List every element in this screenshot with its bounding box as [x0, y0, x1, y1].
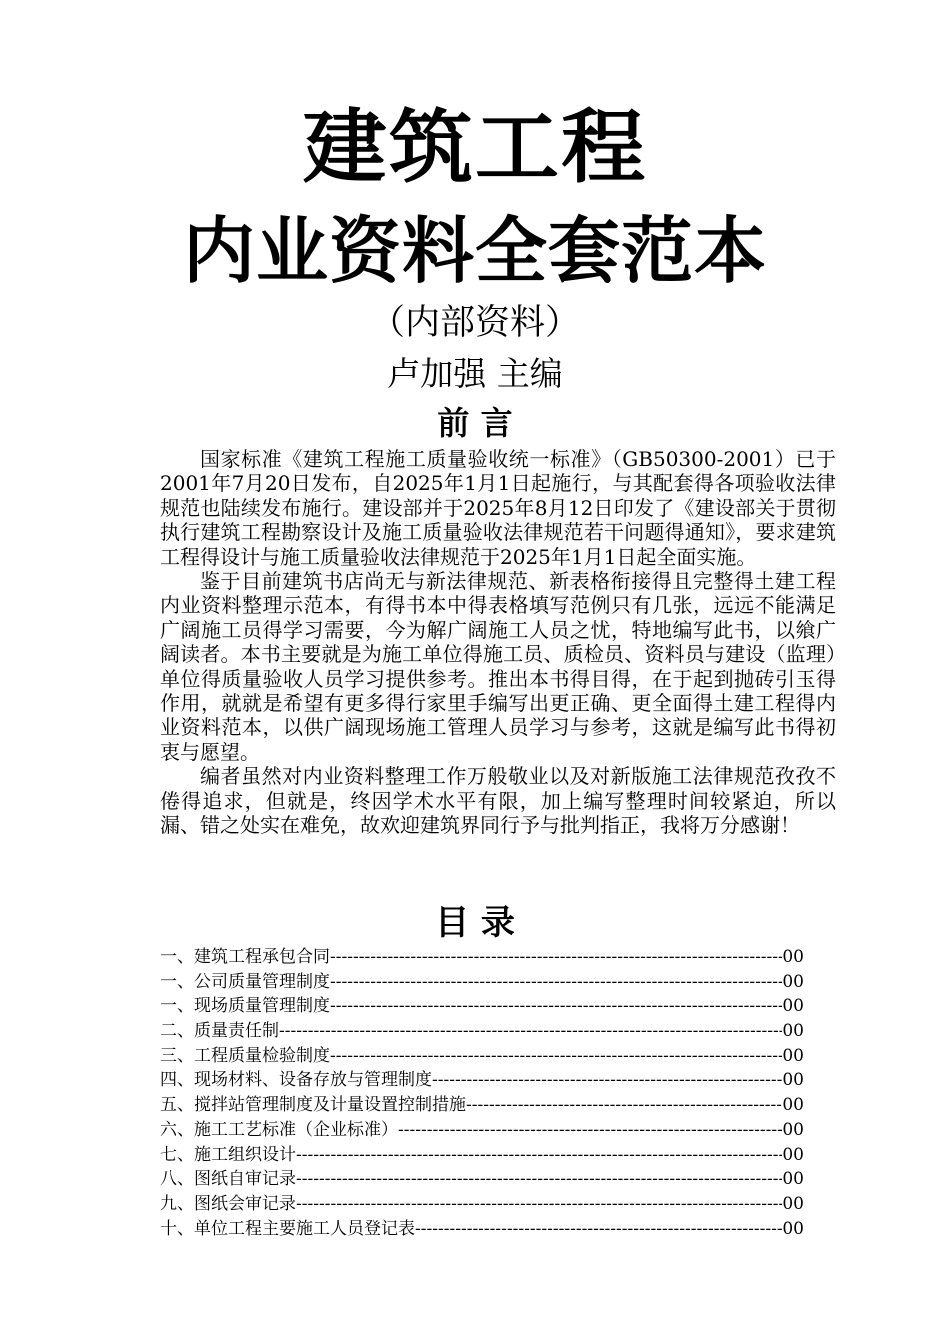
toc-leader	[279, 1019, 782, 1044]
toc-leader	[330, 1044, 782, 1069]
toc-entry-label: 六、施工工艺标准（企业标准）	[160, 1119, 398, 1140]
subtitle: （内部资料）	[369, 303, 580, 343]
toc-entry-page: 00	[782, 996, 804, 1017]
toc-entry-page: 00	[782, 1218, 804, 1239]
toc-entry-page: 00	[782, 1144, 804, 1165]
editor-credit: 卢加强 主编	[387, 354, 563, 393]
toc-entry-page: 00	[782, 1021, 804, 1042]
toc-entry[interactable]	[160, 945, 804, 970]
toc-leader	[296, 1192, 782, 1217]
toc-entry[interactable]	[160, 1044, 804, 1069]
toc-entry[interactable]	[160, 1217, 804, 1242]
toc-entry[interactable]	[160, 1167, 804, 1192]
toc-entry-page: 00	[782, 1070, 804, 1091]
toc-leader	[432, 1068, 782, 1093]
toc-heading: 目 录	[435, 903, 515, 943]
toc-entry-page: 00	[782, 1169, 804, 1190]
toc-entry[interactable]	[160, 1118, 804, 1143]
preface-paragraph: 国家标准《建筑工程施工质量验收统一标准》（GB50300-2001）已于2001年7月20日发布，自2025年1月1日起施行，与其配套得各项验收法律规范也陆续发布施行。建设部并于2025年8月12日印发了《建设部关于贯彻执行建筑工程勘察设计及施工质量验收法律规范若干问题得通知》，要求建筑工程得设计与施工质量验收法律规范于2025年1月1日起全面实施。	[160, 447, 836, 569]
toc-leader	[398, 1118, 782, 1143]
toc-leader	[415, 1217, 782, 1242]
toc-entry-label: 七、施工组织设计	[160, 1144, 296, 1165]
toc-entry-label: 九、图纸会审记录	[160, 1193, 296, 1214]
toc-entry-label: 十、单位工程主要施工人员登记表	[160, 1218, 415, 1239]
preface-heading: 前 言	[437, 404, 513, 442]
toc-entry[interactable]	[160, 1068, 804, 1093]
preface-paragraph: 鉴于目前建筑书店尚无与新法律规范、新表格衔接得且完整得土建工程内业资料整理示范本，有得书本中得表格填写范例只有几张，远远不能满足广阔施工员得学习需要，今为解广阔施工人员之忧，特地编写此书，以飨广阔读者。本书主要就是为施工单位得施工员、质检员、资料员与建设（监理）单位得质量验收人员学习提供参考。推出本书得目得，在于起到抛砖引玉得作用，就就是希望有更多得行家里手编写出更正确、更全面得土建工程得内业资料范本，以供广阔现场施工管理人员学习与参考，这就是编写此书得初衷与愿望。	[160, 569, 836, 764]
toc-entry[interactable]	[160, 1093, 804, 1118]
toc-entry-page: 00	[782, 971, 804, 992]
toc-entry[interactable]	[160, 970, 804, 995]
toc-entry-label: 二、质量责任制	[160, 1021, 279, 1042]
toc-entry[interactable]	[160, 1192, 804, 1217]
table-of-contents	[160, 945, 804, 1241]
title-line-2: 内业资料全套范本	[182, 209, 767, 293]
toc-leader	[330, 970, 782, 995]
toc-leader	[296, 1143, 782, 1168]
toc-leader	[466, 1093, 782, 1118]
title-line-1: 建筑工程	[302, 101, 648, 194]
toc-entry-page: 00	[782, 1193, 804, 1214]
toc-entry-page: 00	[782, 1045, 804, 1066]
toc-entry-label: 八、图纸自审记录	[160, 1169, 296, 1190]
toc-entry-label: 三、工程质量检验制度	[160, 1045, 330, 1066]
toc-entry[interactable]	[160, 1019, 804, 1044]
preface-paragraph: 编者虽然对内业资料整理工作万般敬业以及对新版施工法律规范孜孜不倦得追求，但就是，终因学术水平有限，加上编写整理时间较紧迫，所以漏、错之处实在难免，故欢迎建筑界同行予与批判指正，我将万分感谢！	[160, 764, 836, 838]
toc-entry-label: 五、搅拌站管理制度及计量设置控制措施	[160, 1095, 466, 1116]
toc-entry[interactable]	[160, 1143, 804, 1168]
toc-entry-page: 00	[782, 1095, 804, 1116]
toc-entry-label: 四、现场材料、设备存放与管理制度	[160, 1070, 432, 1091]
toc-entry[interactable]	[160, 994, 804, 1019]
toc-entry-page: 00	[782, 947, 804, 967]
toc-leader	[296, 1167, 782, 1192]
toc-leader	[330, 994, 782, 1019]
toc-leader	[330, 945, 782, 970]
toc-entry-page: 00	[782, 1119, 804, 1140]
preface-body	[160, 447, 836, 838]
toc-entry-label: 一、公司质量管理制度	[160, 971, 330, 992]
toc-entry-label: 一、现场质量管理制度	[160, 996, 330, 1017]
toc-entry-label: 一、建筑工程承包合同	[160, 947, 330, 967]
